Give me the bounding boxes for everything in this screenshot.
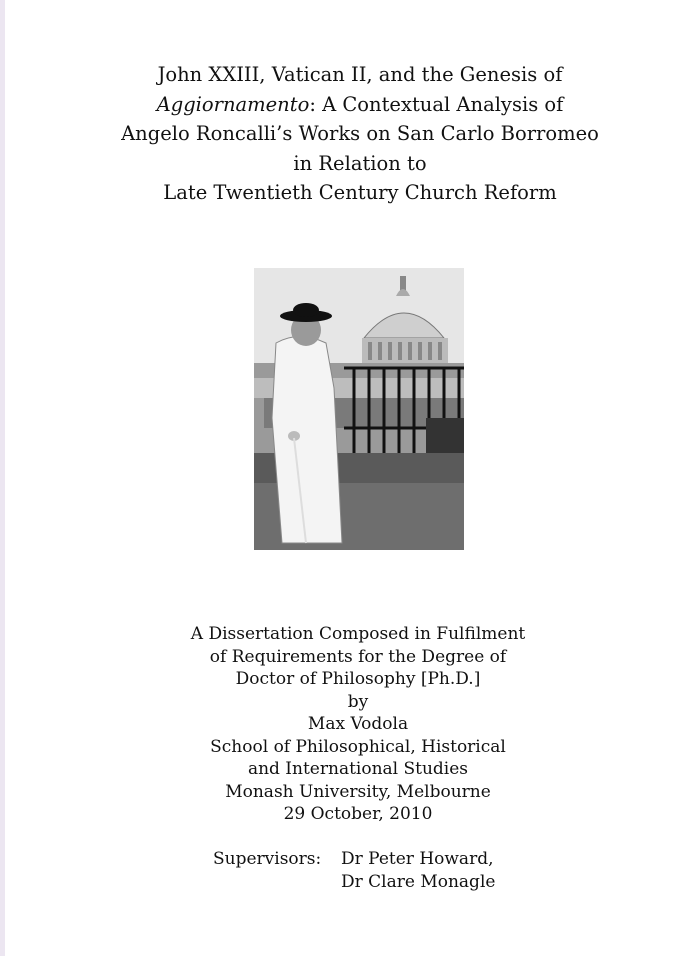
school-line-1: School of Philosophical, Historical (210, 736, 506, 757)
title-line-2 (40, 90, 679, 120)
dissertation-line-2: of Requirements for the Degree of (209, 646, 507, 667)
cover-photo (254, 268, 464, 550)
title-line-4: in Relation to (293, 151, 427, 175)
page-edge (0, 0, 5, 956)
title-line-5: Late Twentieth Century Church Reform (163, 181, 557, 204)
school-line-2: and International Studies (247, 759, 469, 779)
dissertation-line-1: A Dissertation Composed in Fulfilment (190, 624, 526, 644)
title-line-2-rest: : A Contextual Analysis of (309, 92, 564, 116)
dissertation-statement (40, 623, 676, 826)
dissertation-line-3: Doctor of Philosophy [Ph.D.] (235, 669, 481, 689)
supervisor-1: Dr Peter Howard, (341, 849, 494, 869)
dissertation-line-by: by (347, 691, 369, 712)
title-italic-word: Aggiornamento (156, 92, 310, 116)
supervisor-2: Dr Clare Monagle (341, 871, 496, 892)
title-line-1: John XXIII, Vatican II, and the Genesis of (157, 63, 563, 86)
title-line-3: Angelo Roncalli’s Works on San Carlo Borromeo (121, 122, 599, 145)
supervisors-label: Supervisors: (213, 849, 322, 869)
thesis-title (40, 60, 679, 208)
university: Monash University, Melbourne (225, 781, 491, 802)
pope-photo-icon (254, 268, 464, 550)
supervisors-block (213, 848, 495, 893)
submission-date: 29 October, 2010 (283, 804, 433, 824)
author-name: Max Vodola (307, 714, 409, 734)
